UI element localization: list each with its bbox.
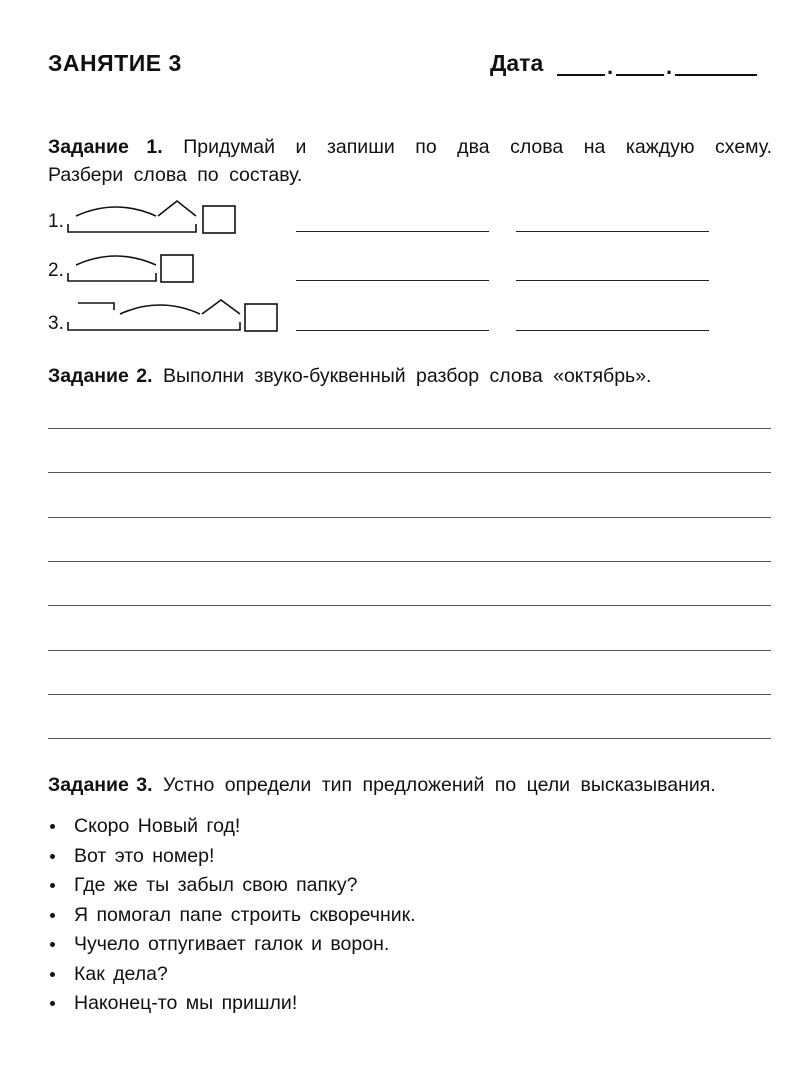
answer-line[interactable]: [296, 330, 489, 331]
page-title: ЗАНЯТИЕ 3: [48, 50, 182, 76]
answer-line[interactable]: [296, 280, 489, 281]
base-bracket: [68, 322, 240, 330]
sentence-text: Как дела?: [74, 962, 168, 985]
list-item: [48, 989, 416, 1019]
base-bracket: [68, 224, 196, 232]
root-arc: [76, 207, 156, 216]
writing-line[interactable]: [48, 605, 771, 606]
base-bracket: [68, 273, 156, 281]
task3-text: Устно определи тип предложений по цели высказывания.: [163, 774, 716, 796]
task3-label: Задание 3.: [48, 774, 153, 796]
sentence-list: [48, 812, 416, 1019]
task1-text-line1: Придумай и запиши по два слова на каждую схему.: [183, 136, 772, 158]
prefix-mark: [78, 303, 114, 310]
list-item: [48, 842, 416, 872]
list-item: [48, 871, 416, 901]
sentence-text: Я помогал папе строить скворечник.: [74, 903, 416, 926]
answer-line[interactable]: [516, 330, 709, 331]
writing-line[interactable]: [48, 650, 771, 651]
date-separator: .: [607, 54, 614, 79]
scheme-number: 2.: [48, 260, 64, 281]
ending-box: [203, 206, 235, 233]
ending-box: [245, 304, 277, 331]
bullet-icon: [50, 1001, 55, 1006]
root-arc: [120, 305, 200, 314]
answer-line[interactable]: [516, 231, 709, 232]
sentence-text: Чучело отпугивает галок и ворон.: [74, 933, 390, 955]
list-item: [48, 901, 416, 931]
sentence-text: Вот это номер!: [74, 844, 215, 867]
answer-line[interactable]: [296, 231, 489, 232]
writing-line[interactable]: [48, 428, 771, 429]
bullet-icon: [50, 883, 55, 888]
ending-box: [161, 255, 193, 282]
bullet-icon: [50, 824, 55, 829]
writing-line[interactable]: [48, 694, 771, 695]
task2-label: Задание 2.: [48, 365, 153, 387]
writing-line[interactable]: [48, 738, 771, 739]
suffix-mark: [202, 300, 240, 314]
suffix-mark: [158, 201, 196, 216]
list-item: [48, 960, 416, 990]
bullet-icon: [50, 972, 55, 977]
task1-label: Задание 1.: [48, 136, 163, 158]
scheme-number: 3.: [48, 313, 64, 334]
task2-text: Выполни звуко-буквенный разбор слова «октябрь».: [163, 365, 652, 387]
task2-instructions: [48, 362, 651, 390]
writing-line[interactable]: [48, 517, 771, 518]
writing-line[interactable]: [48, 472, 771, 473]
sentence-text: Где же ты забыл свою папку?: [74, 874, 358, 896]
sentence-text: Наконец-то мы пришли!: [74, 992, 298, 1014]
bullet-icon: [50, 854, 55, 859]
date-separator: .: [666, 54, 673, 79]
date-label: Дата: [490, 50, 544, 76]
list-item: [48, 812, 416, 842]
scheme-number: 1.: [48, 211, 64, 232]
bullet-icon: [50, 913, 55, 918]
root-arc: [76, 256, 156, 265]
writing-line[interactable]: [48, 561, 771, 562]
list-item: [48, 930, 416, 960]
task1-text-line2: Разбери слова по составу.: [48, 164, 303, 186]
answer-line[interactable]: [516, 280, 709, 281]
bullet-icon: [50, 942, 55, 947]
task3-instructions: [48, 771, 716, 799]
sentence-text: Скоро Новый год!: [74, 815, 241, 837]
